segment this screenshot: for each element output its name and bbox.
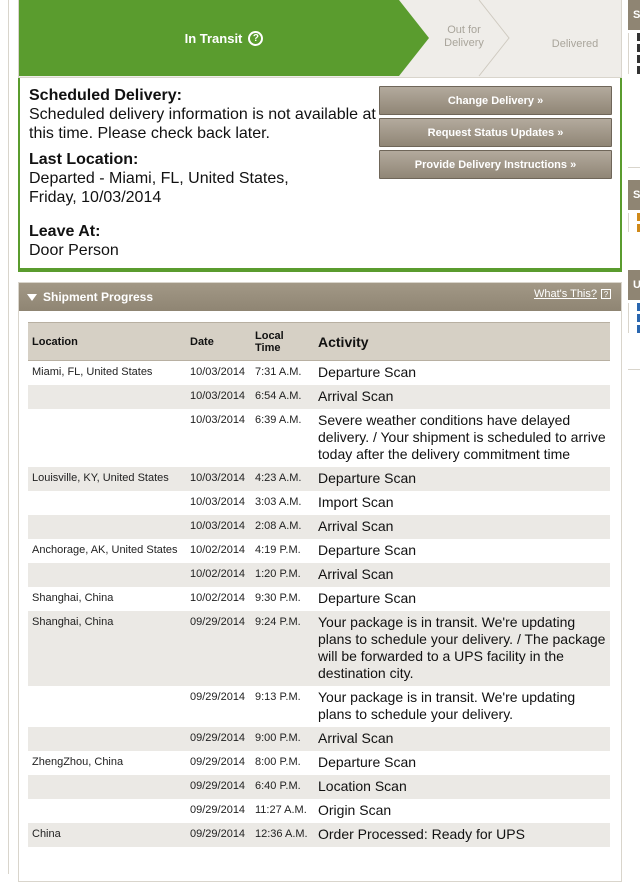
cell-activity: Severe weather conditions have delayed delivery. / Your shipment is scheduled to arrive today after the delivery commitment time	[318, 412, 606, 462]
cell-activity: Departure Scan	[318, 754, 417, 770]
cell-date: 09/29/2014	[186, 823, 251, 847]
cell-location: Shanghai, China	[28, 611, 186, 686]
table-header-row	[28, 323, 610, 361]
page-left-border	[8, 0, 9, 874]
cell-time: 2:08 A.M.	[251, 515, 314, 539]
cell-location	[28, 775, 186, 799]
cell-time: 12:36 A.M.	[251, 823, 314, 847]
whats-this-label[interactable]: What's This?	[533, 288, 597, 300]
table-row	[28, 539, 610, 563]
scheduled-delivery-block	[29, 87, 379, 143]
cell-date: 10/02/2014	[186, 563, 251, 587]
table-row	[28, 515, 610, 539]
cell-time: 9:00 P.M.	[251, 727, 314, 751]
cell-date: 10/03/2014	[190, 366, 246, 378]
shipment-progress-panel	[18, 282, 622, 882]
cell-date: 09/29/2014	[186, 727, 251, 751]
change-delivery-button[interactable]: Change Delivery »	[379, 86, 612, 115]
cell-date: 09/29/2014	[190, 804, 246, 816]
provide-delivery-instructions-button[interactable]: Provide Delivery Instructions »	[379, 150, 612, 179]
cell-location: Anchorage, AK, United States	[32, 544, 178, 556]
step-in-transit-label: In Transit	[184, 30, 243, 46]
table-row	[28, 775, 610, 799]
cell-date: 10/02/2014	[190, 592, 246, 604]
cell-activity: Import Scan	[318, 494, 394, 510]
leave-at-block	[29, 223, 379, 260]
table-row	[28, 587, 610, 611]
scheduled-delivery-heading: Scheduled Delivery:	[29, 87, 182, 104]
leave-at-heading: Leave At:	[29, 223, 101, 240]
cell-date: 10/03/2014	[186, 515, 251, 539]
table-row	[28, 563, 610, 587]
cell-date: 09/29/2014	[190, 756, 246, 768]
cell-time: 9:30 P.M.	[255, 592, 301, 604]
cell-location	[28, 491, 186, 515]
help-box-icon[interactable]: ?	[601, 289, 611, 299]
shipment-progress-title: Shipment Progress	[43, 290, 154, 304]
table-row	[28, 727, 610, 751]
cell-date: 10/02/2014	[190, 544, 246, 556]
cell-time: 3:03 A.M.	[255, 496, 302, 508]
column-header-date: Date	[186, 323, 251, 361]
collapse-triangle-icon[interactable]	[27, 294, 37, 301]
cell-date: 10/03/2014	[186, 385, 251, 409]
scheduled-delivery-text: Scheduled delivery information is not available at this time. Please check back later.	[29, 106, 376, 142]
cell-time: 9:13 P.M.	[255, 691, 301, 703]
column-header-activity: Activity	[314, 323, 610, 361]
shipment-progress-table	[28, 322, 610, 847]
truncated-text-fragment	[637, 33, 640, 41]
column-header-local-time: Local Time	[251, 323, 314, 361]
table-row	[28, 409, 610, 467]
delivery-progress-bar	[18, 0, 622, 78]
cell-time: 4:19 P.M.	[255, 544, 301, 556]
cell-date: 10/03/2014	[190, 414, 246, 426]
cell-location	[28, 686, 186, 727]
table-row	[28, 385, 610, 409]
truncated-link-fragment[interactable]	[637, 303, 640, 311]
leave-at-text: Door Person	[29, 242, 119, 259]
cell-location: Shanghai, China	[32, 592, 114, 604]
cell-activity: Order Processed: Ready for UPS	[314, 823, 610, 847]
table-row	[28, 686, 610, 727]
step-delivered	[527, 38, 623, 50]
cell-activity: Arrival Scan	[314, 385, 610, 409]
cell-location	[28, 727, 186, 751]
cell-location: Miami, FL, United States	[32, 366, 153, 378]
cell-location	[28, 409, 186, 467]
cell-activity: Departure Scan	[318, 542, 417, 558]
delivery-summary	[18, 78, 622, 272]
step-in-transit	[19, 0, 429, 76]
right-panel-3-body	[628, 303, 640, 333]
cell-activity: Arrival Scan	[314, 563, 610, 587]
cell-time: 7:31 A.M.	[255, 366, 302, 378]
cell-activity: Departure Scan	[318, 364, 417, 380]
cell-time: 8:00 P.M.	[255, 756, 301, 768]
last-location-text: Departed - Miami, FL, United States, Friday, 10/03/2014	[29, 170, 289, 206]
truncated-text-fragment	[637, 55, 640, 63]
cell-location: Louisville, KY, United States	[28, 467, 186, 491]
cell-time: 11:27 A.M.	[255, 804, 307, 816]
column-header-location: Location	[28, 323, 186, 361]
truncated-link-fragment[interactable]	[637, 325, 640, 333]
truncated-link-fragment[interactable]	[637, 314, 640, 322]
last-location-heading: Last Location:	[29, 151, 139, 168]
truncated-text-fragment	[637, 66, 640, 74]
truncated-link-fragment[interactable]	[637, 213, 640, 221]
step-delivered-label: Delivered	[551, 38, 599, 50]
cell-location	[28, 563, 186, 587]
cell-location	[28, 385, 186, 409]
cell-time: 9:24 P.M.	[251, 611, 314, 686]
right-panel-2-body	[628, 213, 640, 232]
cell-time: 6:54 A.M.	[251, 385, 314, 409]
cell-date: 09/29/2014	[186, 775, 251, 799]
cell-activity: Departure Scan	[314, 467, 610, 491]
cell-date: 09/29/2014	[186, 611, 251, 686]
right-panel-1-header: S	[628, 0, 640, 30]
table-row	[28, 751, 610, 775]
cell-activity: Your package is in transit. We're updating plans to schedule your delivery.	[318, 689, 576, 722]
step-out-for-delivery-label: Out for Delivery	[444, 24, 484, 49]
right-sidebar-panel-1	[628, 0, 640, 168]
table-row	[28, 611, 610, 686]
cell-date: 10/03/2014	[190, 496, 246, 508]
cell-location	[28, 515, 186, 539]
cell-time: 6:39 A.M.	[255, 414, 302, 426]
cell-activity: Departure Scan	[318, 590, 417, 606]
tracking-main	[18, 0, 622, 842]
step-out-for-delivery	[419, 24, 509, 50]
shipment-progress-header[interactable]	[19, 283, 621, 311]
right-panel-3-header: U	[628, 270, 640, 300]
table-row	[28, 823, 610, 847]
cell-activity: Arrival Scan	[314, 515, 610, 539]
truncated-link-fragment[interactable]	[637, 224, 640, 232]
truncated-text-fragment	[637, 44, 640, 52]
table-row	[28, 467, 610, 491]
cell-time: 4:23 A.M.	[251, 467, 314, 491]
cell-location: ZhengZhou, China	[32, 756, 124, 768]
cell-activity: Origin Scan	[318, 802, 392, 818]
table-row	[28, 491, 610, 515]
cell-time: 1:20 P.M.	[251, 563, 314, 587]
last-location-block	[29, 151, 379, 207]
table-row	[28, 361, 610, 386]
right-sidebar-panel-2	[628, 180, 640, 260]
cell-date: 09/29/2014	[190, 691, 246, 703]
right-panel-2-header: S	[628, 180, 640, 210]
cell-activity: Your package is in transit. We're updating plans to schedule your delivery. / The package will be forwarded to a UPS facility in the destination city.	[314, 611, 610, 686]
whats-this-link[interactable]	[534, 288, 611, 300]
cell-activity: Location Scan	[314, 775, 610, 799]
right-panel-1-body	[628, 33, 640, 74]
right-sidebar-panel-3	[628, 270, 640, 370]
cell-date: 10/03/2014	[186, 467, 251, 491]
request-status-updates-button[interactable]: Request Status Updates »	[379, 118, 612, 147]
cell-location	[28, 799, 186, 823]
cell-location: China	[28, 823, 186, 847]
cell-time: 6:40 P.M.	[251, 775, 314, 799]
help-circle-icon[interactable]: ?	[248, 31, 263, 46]
cell-activity: Arrival Scan	[314, 727, 610, 751]
table-row	[28, 799, 610, 823]
